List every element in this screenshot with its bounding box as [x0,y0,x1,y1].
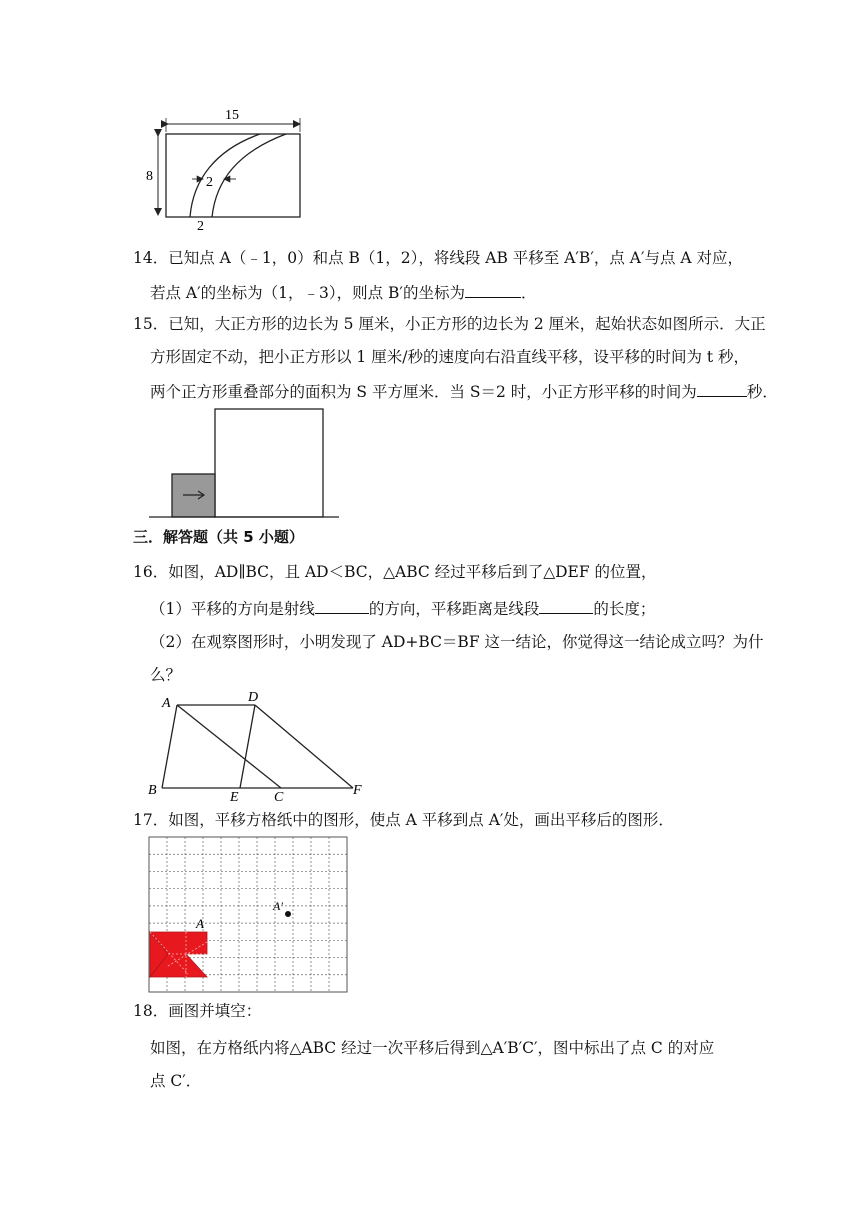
large-square [215,409,323,517]
figure-squares [145,406,345,521]
q15-line2: 方形固定不动，把小正方形以 1 厘米/秒的速度向右沿直线平移，设平移的时间为 t 秒， [150,348,750,366]
q18-line1: 18．画图并填空： [133,1002,262,1020]
bottom-label: 2 [197,219,204,234]
label-E: E [230,790,239,805]
q16-distance-blank[interactable] [539,597,593,614]
label-D: D [248,690,259,705]
q15-line3: 两个正方形重叠部分的面积为 S 平方厘米．当 S＝2 时，小正方形平移的时间为 秒． [150,380,778,402]
q16-sub2-line2: 么？ [150,666,182,684]
width-label: 15 [225,108,239,123]
figure-grid [148,836,348,994]
q16-sub1: （1）平移的方向是射线 的方向，平移距离是线段 的长度； [150,597,655,619]
section3-title: 三．解答题（共 5 小题） [133,528,304,546]
label-F: F [353,783,362,798]
label-A-grid: A [196,916,204,931]
q16-line1: 16．如图，AD∥BC，且 AD＜BC，△ABC 经过平移后到了△DEF 的位置， [133,563,657,581]
q14-line2: 若点 A′的坐标为（1，﹣3），则点 B′的坐标为 ． [150,281,536,303]
q14-answer-blank[interactable] [465,281,521,298]
height-label: 8 [146,169,153,184]
q14-line1: 14．已知点 A（﹣1，0）和点 B（1，2），将线段 AB 平移至 A′B′，点 A′与点 A 对应， [133,249,744,267]
q15-answer-blank[interactable] [697,380,747,397]
q18-line3: 点 C′． [150,1072,202,1090]
red-shape [150,932,207,977]
q15-line1: 15．已知，大正方形的边长为 5 厘米，小正方形的边长为 2 厘米，起始状态如图所示．大正 [133,315,766,333]
figure-rectangle-road [140,100,340,234]
point-A-prime [285,911,291,917]
label-A: A [162,696,171,711]
label-A-prime: A′ [273,899,283,913]
road-curve-inner [190,134,260,217]
road-curve-outer [212,134,286,217]
figure-triangle-translation [145,688,365,803]
q18-line2: 如图，在方格纸内将△ABC 经过一次平移后得到△A′B′C′，图中标出了点 C 的对应 [150,1039,715,1057]
q16-direction-blank[interactable] [315,597,369,614]
gap-label: 2 [206,175,213,190]
q17-line1: 17．如图，平移方格纸中的图形，使点 A 平移到点 A′处，画出平移后的图形． [133,811,674,829]
label-C: C [274,790,284,805]
label-B: B [148,783,157,798]
q16-sub2-line1: （2）在观察图形时，小明发现了 AD+BC＝BF 这一结论，你觉得这一结论成立吗？为什 [150,633,764,651]
